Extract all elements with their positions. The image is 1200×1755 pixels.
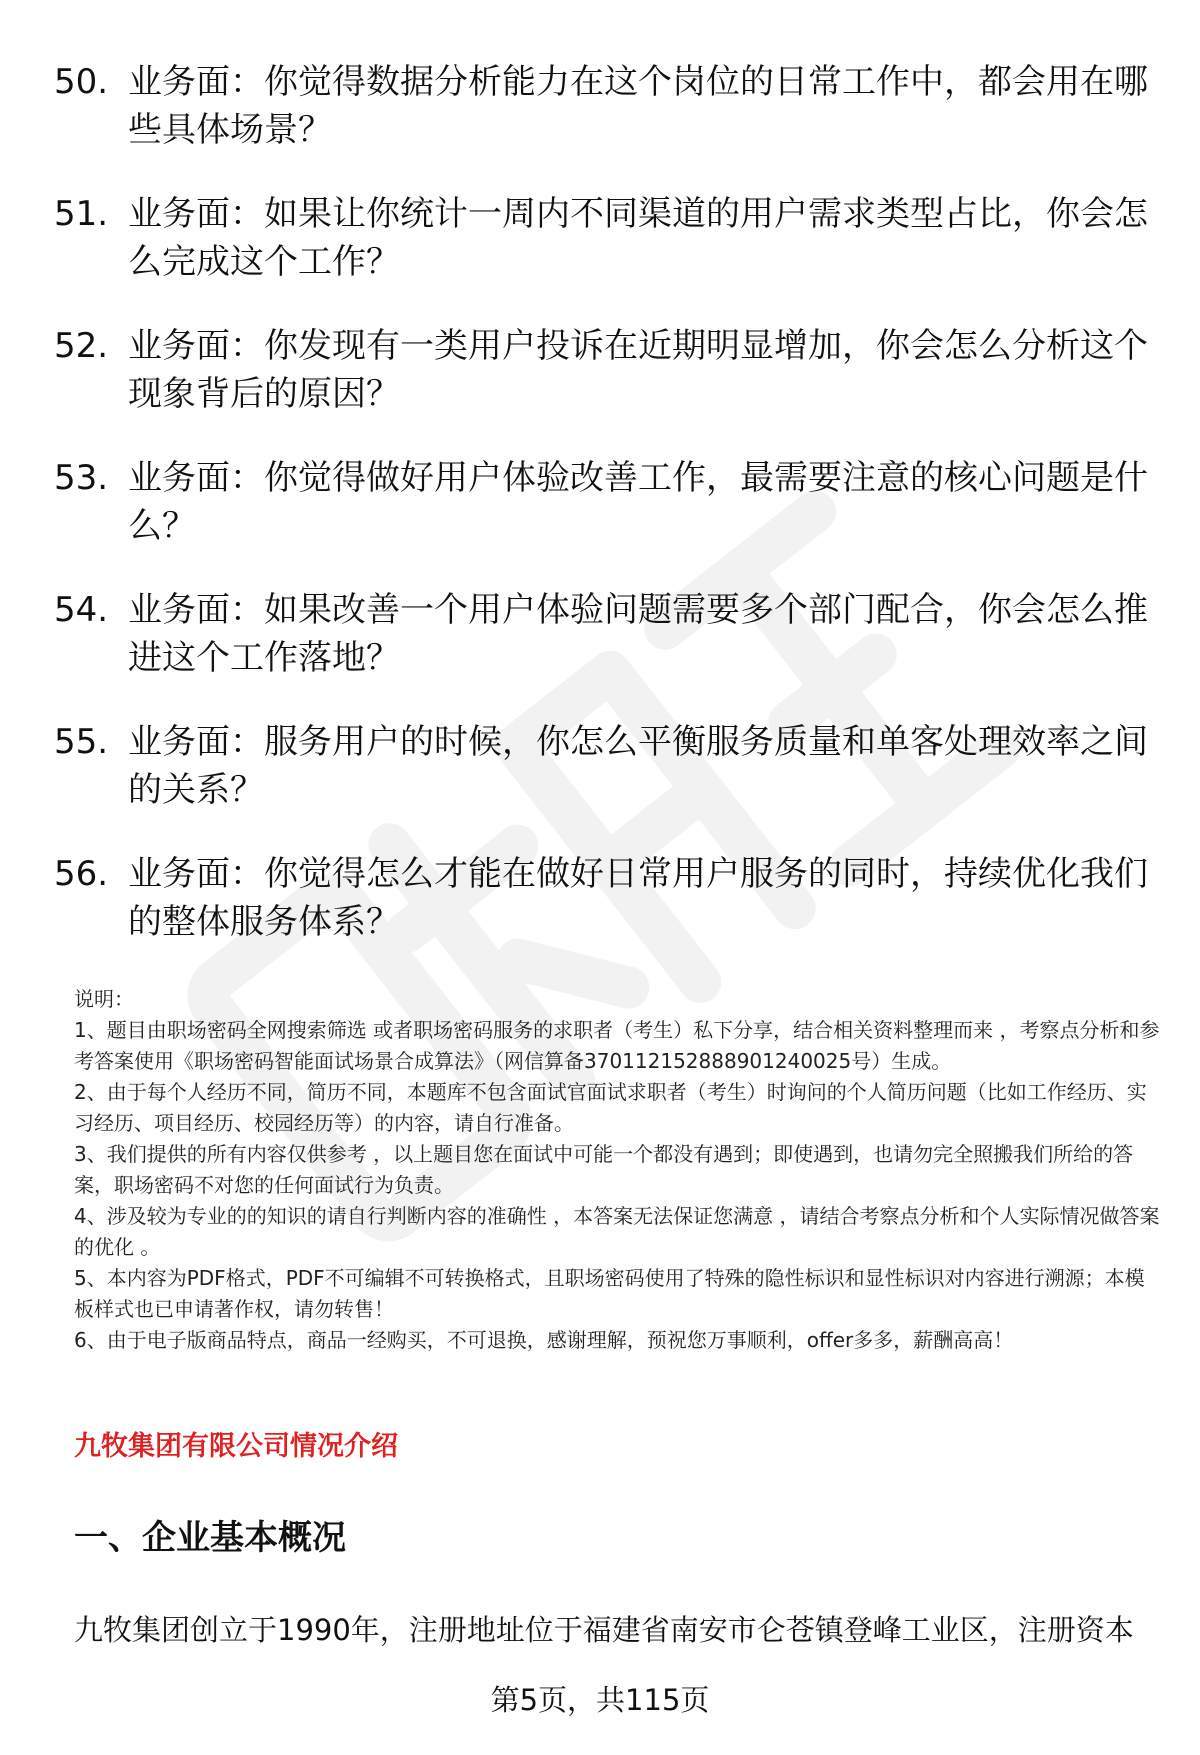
note-item: 5、本内容为PDF格式，PDF不可编辑不可转换格式，且职场密码使用了特殊的隐性标识和显性标识对内容进行溯源；本模板样式也已申请著作权，请勿转售！ <box>74 1266 1145 1321</box>
company-intro-title: 九牧集团有限公司情况介绍 <box>74 1431 398 1462</box>
question-list <box>54 58 1154 982</box>
question-item <box>54 454 1154 550</box>
note-item: 2、由于每个人经历不同，简历不同，本题库不包含面试官面试求职者（考生）时询问的个人简历问题（比如工作经历、实习经历、项目经历、校园经历等）的内容，请自行准备。 <box>74 1080 1147 1135</box>
note-item: 3、我们提供的所有内容仅供参考 ，以上题目您在面试中可能一个都没有遇到；即使遇到，也请勿完全照搬我们所给的答案，职场密码不对您的任何面试行为负责。 <box>74 1142 1134 1197</box>
question-number: 53. <box>54 458 109 498</box>
section-heading: 一、企业基本概况 <box>74 1518 346 1558</box>
question-text: 业务面：服务用户的时候，你怎么平衡服务质量和单客处理效率之间的关系？ <box>128 722 1148 810</box>
question-text: 业务面：你觉得怎么才能在做好日常用户服务的同时，持续优化我们的整体服务体系？ <box>128 854 1148 942</box>
note-item: 1、题目由职场密码全网搜索筛选 或者职场密码服务的求职者（考生）私下分享，结合相关资料整理而来 ，考察点分析和参考答案使用《职场密码智能面试场景合成算法》（网信算备370112152888901240025号）生成。 <box>74 1018 1160 1073</box>
question-item <box>54 850 1154 946</box>
question-number: 50. <box>54 62 109 102</box>
question-number: 52. <box>54 326 109 366</box>
notes-title: 说明： <box>74 987 134 1011</box>
question-item <box>54 718 1154 814</box>
note-item: 6、由于电子版商品特点，商品一经购买，不可退换，感谢理解，预祝您万事顺利，offer多多，薪酬高高！ <box>74 1328 1014 1352</box>
question-text: 业务面：你发现有一类用户投诉在近期明显增加，你会怎么分析这个现象背后的原因？ <box>128 326 1148 414</box>
question-text: 业务面：如果让你统计一周内不同渠道的用户需求类型占比，你会怎么完成这个工作？ <box>128 194 1148 282</box>
question-item <box>54 322 1154 418</box>
body-paragraph: 九牧集团创立于1990年，注册地址位于福建省南安市仑苍镇登峰工业区，注册资本 <box>74 1613 1134 1647</box>
question-number: 56. <box>54 854 109 894</box>
question-text: 业务面：你觉得数据分析能力在这个岗位的日常工作中，都会用在哪些具体场景？ <box>128 62 1148 150</box>
question-item <box>54 586 1154 682</box>
question-number: 54. <box>54 590 109 630</box>
question-text: 业务面：你觉得做好用户体验改善工作，最需要注意的核心问题是什么？ <box>128 458 1148 546</box>
note-item: 4、涉及较为专业的的知识的请自行判断内容的准确性 ，本答案无法保证您满意 ，请结合考察点分析和个人实际情况做答案的优化 。 <box>74 1204 1160 1259</box>
question-text: 业务面：如果改善一个用户体验问题需要多个部门配合，你会怎么推进这个工作落地？ <box>128 590 1148 678</box>
question-number: 51. <box>54 194 109 234</box>
page-footer: 第5页，共115页 <box>490 1683 710 1717</box>
notes-section <box>74 984 1164 1356</box>
question-item <box>54 190 1154 286</box>
question-number: 55. <box>54 722 109 762</box>
question-item <box>54 58 1154 154</box>
